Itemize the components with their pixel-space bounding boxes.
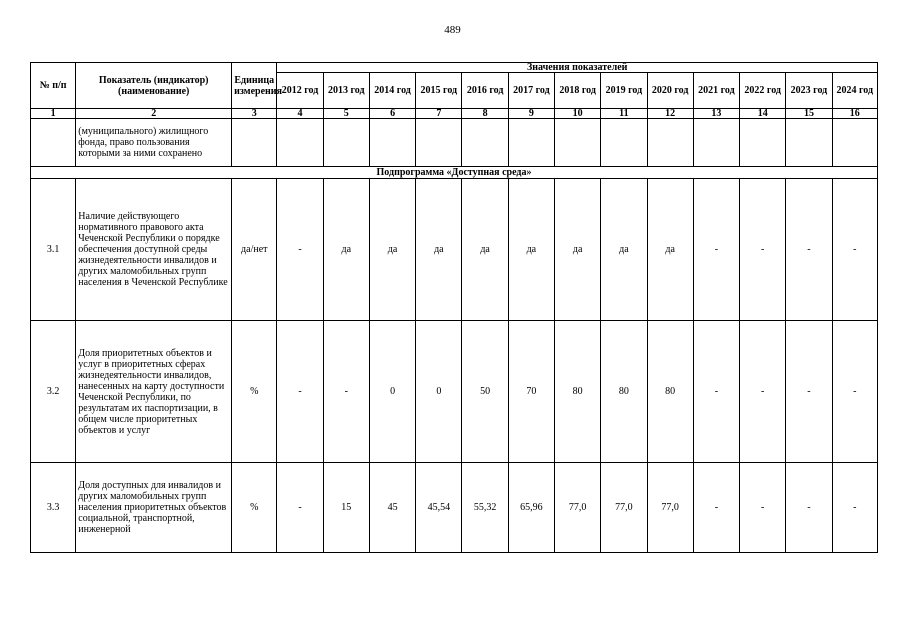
header-year: 2020 год	[647, 73, 693, 109]
indicator-value: -	[740, 321, 786, 463]
indicator-value: -	[832, 321, 877, 463]
header-year: 2024 год	[832, 73, 877, 109]
header-year: 2022 год	[740, 73, 786, 109]
indicator-value: да	[369, 179, 415, 321]
indicator-value: 80	[555, 321, 601, 463]
column-number: 14	[740, 109, 786, 119]
continuation-row	[31, 119, 878, 167]
indicator-value: да	[462, 179, 508, 321]
table-cell	[601, 119, 647, 167]
indicator-value: -	[277, 463, 323, 553]
indicator-value: да	[555, 179, 601, 321]
row-number: 3.1	[31, 179, 76, 321]
column-number: 8	[462, 109, 508, 119]
header-values: Значения показателей	[277, 63, 878, 73]
table-cell	[508, 119, 554, 167]
indicator-name: Доля доступных для инвалидов и других маломобильных групп населения приоритетных объектов социальной, транспортной, инженерной	[76, 463, 232, 553]
column-number: 4	[277, 109, 323, 119]
indicator-unit: %	[232, 321, 277, 463]
indicator-value: -	[740, 463, 786, 553]
header-unit: Единица измерения	[232, 63, 277, 109]
column-number: 12	[647, 109, 693, 119]
indicator-value: 80	[647, 321, 693, 463]
indicator-value: -	[786, 321, 832, 463]
table-cell	[555, 119, 601, 167]
indicator-value: 0	[416, 321, 462, 463]
header-year: 2014 год	[369, 73, 415, 109]
indicator-value: 0	[369, 321, 415, 463]
table-cell	[31, 119, 76, 167]
indicator-value: -	[832, 179, 877, 321]
indicator-value: -	[786, 179, 832, 321]
table-cell	[323, 119, 369, 167]
indicator-name: Наличие действующего нормативного правового акта Чеченской Республики о порядке обеспечения доступной среды жизнедеятельности инвалидов и других маломобильных групп населения в Чеченской Республике	[76, 179, 232, 321]
indicator-value: да	[647, 179, 693, 321]
indicator-name: (муниципального) жилищного фонда, право пользования которыми за ними сохранено	[76, 119, 232, 167]
indicator-value: 77,0	[647, 463, 693, 553]
indicator-value: -	[693, 463, 739, 553]
table-row	[31, 463, 878, 553]
indicator-value: да	[508, 179, 554, 321]
indicator-value: 70	[508, 321, 554, 463]
column-number: 13	[693, 109, 739, 119]
header-year: 2015 год	[416, 73, 462, 109]
table-cell	[232, 119, 277, 167]
header-indicator: Показатель (индикатор) (наименование)	[76, 63, 232, 109]
column-number: 16	[832, 109, 877, 119]
header-num: № п/п	[31, 63, 76, 109]
table-row	[31, 321, 878, 463]
header-year: 2019 год	[601, 73, 647, 109]
table-cell	[277, 119, 323, 167]
table-cell	[693, 119, 739, 167]
header-year: 2016 год	[462, 73, 508, 109]
indicator-value: 55,32	[462, 463, 508, 553]
table-cell	[832, 119, 877, 167]
indicator-value: 45	[369, 463, 415, 553]
row-number: 3.2	[31, 321, 76, 463]
section-row	[31, 167, 878, 179]
indicator-value: -	[277, 179, 323, 321]
indicator-unit: %	[232, 463, 277, 553]
header-year: 2018 год	[555, 73, 601, 109]
header-year: 2023 год	[786, 73, 832, 109]
table-cell	[416, 119, 462, 167]
indicator-value: 45,54	[416, 463, 462, 553]
indicator-value: -	[740, 179, 786, 321]
indicator-value: да	[416, 179, 462, 321]
column-number-row	[31, 109, 878, 119]
indicator-value: 77,0	[555, 463, 601, 553]
table-cell	[647, 119, 693, 167]
column-number: 6	[369, 109, 415, 119]
indicator-name: Доля приоритетных объектов и услуг в приоритетных сферах жизнедеятельности инвалидов, нанесенных на карту доступности Чеченской Республики, по результатам их паспортизации, в общем числе приоритетных объектов и услуг	[76, 321, 232, 463]
header-year: 2012 год	[277, 73, 323, 109]
column-number: 7	[416, 109, 462, 119]
indicator-value: 15	[323, 463, 369, 553]
indicator-value: -	[277, 321, 323, 463]
indicator-value: -	[832, 463, 877, 553]
header-year: 2017 год	[508, 73, 554, 109]
column-number: 11	[601, 109, 647, 119]
header-year: 2021 год	[693, 73, 739, 109]
table-cell	[786, 119, 832, 167]
indicator-value: -	[786, 463, 832, 553]
table-cell	[740, 119, 786, 167]
indicator-value: -	[323, 321, 369, 463]
indicator-value: -	[693, 179, 739, 321]
column-number: 3	[232, 109, 277, 119]
indicator-value: да	[323, 179, 369, 321]
table-cell	[462, 119, 508, 167]
column-number: 1	[31, 109, 76, 119]
page-number: 489	[444, 24, 461, 36]
indicator-value: 65,96	[508, 463, 554, 553]
indicator-value: 77,0	[601, 463, 647, 553]
column-number: 9	[508, 109, 554, 119]
table-row	[31, 179, 878, 321]
header-year: 2013 год	[323, 73, 369, 109]
indicators-table	[30, 62, 878, 553]
column-number: 2	[76, 109, 232, 119]
indicator-value: 80	[601, 321, 647, 463]
indicator-value: 50	[462, 321, 508, 463]
section-title: Подпрограмма «Доступная среда»	[31, 167, 878, 179]
indicator-unit: да/нет	[232, 179, 277, 321]
column-number: 10	[555, 109, 601, 119]
table-cell	[369, 119, 415, 167]
column-number: 5	[323, 109, 369, 119]
indicator-value: да	[601, 179, 647, 321]
indicator-value: -	[693, 321, 739, 463]
column-number: 15	[786, 109, 832, 119]
row-number: 3.3	[31, 463, 76, 553]
header-row-top	[31, 63, 878, 73]
